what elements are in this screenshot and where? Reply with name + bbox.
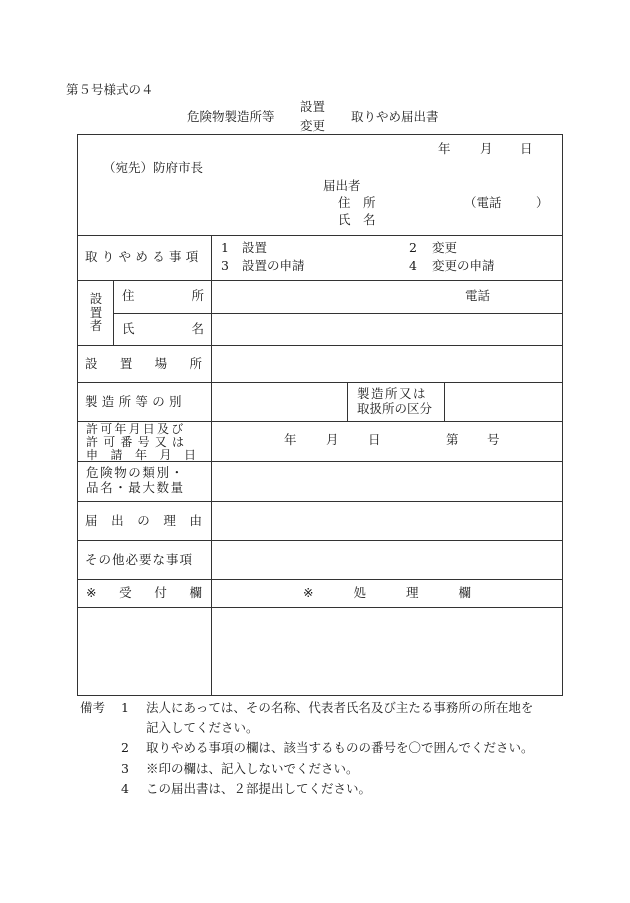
note-1-text: 法人にあっては、その名称、代表者氏名及び主たる事務所の所在地を bbox=[146, 700, 534, 715]
other-label: その他必要な事項 bbox=[85, 552, 194, 567]
divider bbox=[77, 579, 563, 580]
note-3-num: 3 bbox=[121, 761, 129, 776]
title-option-install: 設置 bbox=[300, 99, 326, 114]
header-date-year: 年 bbox=[438, 141, 451, 156]
withdraw-label: 取りやめる事項 bbox=[85, 249, 203, 264]
withdraw-option-3-text: 設置の申請 bbox=[242, 258, 305, 273]
title-prefix: 危険物製造所等 bbox=[187, 109, 275, 124]
header-date-day: 日 bbox=[520, 141, 533, 156]
installer-group-label: 設 置 者 bbox=[89, 291, 103, 333]
note-4-text: この届出書は、２部提出してください。 bbox=[146, 781, 372, 796]
withdraw-option-1-text: 設置 bbox=[242, 240, 268, 255]
divider bbox=[77, 345, 563, 346]
withdraw-option-4-num: 4 bbox=[409, 258, 417, 273]
form-number: 第５号様式の４ bbox=[66, 82, 154, 97]
note-4-num: 4 bbox=[121, 781, 129, 796]
note-1-continuation: 記入してください。 bbox=[146, 720, 259, 735]
classification-label-2: 取扱所の区分 bbox=[357, 401, 433, 416]
permit-label-3: 申請年月日 bbox=[86, 448, 209, 462]
withdraw-option-4-text: 変更の申請 bbox=[432, 258, 495, 273]
note-2-text: 取りやめる事項の欄は、該当するものの番号を〇で囲んでください。 bbox=[146, 740, 534, 755]
divider bbox=[77, 235, 563, 236]
withdraw-option-2-text: 変更 bbox=[432, 240, 458, 255]
column-divider bbox=[444, 382, 445, 421]
installer-name-label: 氏 名 bbox=[122, 321, 204, 336]
withdraw-option-2-num: 2 bbox=[409, 240, 417, 255]
permit-day: 日 bbox=[368, 432, 381, 447]
notifier-address-label: 住 所 bbox=[338, 195, 376, 210]
reception-label: ※ 受 付 欄 bbox=[86, 585, 202, 600]
note-2-num: 2 bbox=[121, 740, 129, 755]
permit-label-1: 許可年月日及び bbox=[86, 422, 186, 436]
permit-number-suffix: 号 bbox=[487, 432, 500, 447]
permit-label-2: 許可番号又は bbox=[86, 435, 190, 449]
divider bbox=[77, 280, 563, 281]
reason-label: 届 出 の 理 由 bbox=[85, 513, 202, 528]
installer-phone-label: 電話 bbox=[465, 288, 491, 303]
permit-month: 月 bbox=[326, 432, 339, 447]
divider bbox=[77, 382, 563, 383]
divider bbox=[77, 501, 563, 502]
withdraw-option-3-num: 3 bbox=[221, 258, 229, 273]
column-divider bbox=[347, 382, 348, 421]
header-date-month: 月 bbox=[480, 141, 493, 156]
column-divider bbox=[113, 280, 114, 345]
hazard-label-1: 危険物の類別・ bbox=[86, 465, 185, 480]
classification-label-1: 製造所又は bbox=[357, 386, 428, 401]
divider bbox=[113, 313, 563, 314]
permit-year: 年 bbox=[284, 432, 297, 447]
permit-number-prefix: 第 bbox=[446, 432, 459, 447]
column-divider bbox=[211, 235, 212, 696]
facility-type-label: 製造所等の別 bbox=[85, 394, 186, 409]
notes-label: 備考 bbox=[80, 700, 106, 715]
form-table bbox=[77, 134, 563, 696]
title-option-change: 変更 bbox=[300, 118, 326, 133]
addressee: （宛先）防府市長 bbox=[103, 160, 204, 175]
location-label: 設 置 場 所 bbox=[85, 356, 202, 371]
processing-label: ※ 処 理 欄 bbox=[303, 585, 471, 600]
title-suffix: 取りやめ届出書 bbox=[351, 109, 439, 124]
withdraw-option-1-num: 1 bbox=[221, 240, 229, 255]
notifier-name-label: 氏 名 bbox=[338, 212, 376, 227]
installer-address-label: 住 所 bbox=[122, 288, 204, 303]
divider bbox=[77, 607, 563, 608]
note-3-text: ※印の欄は、記入しないでください。 bbox=[146, 761, 359, 776]
note-1-num: 1 bbox=[121, 700, 129, 715]
notifier-phone-close: ） bbox=[536, 195, 549, 210]
notifier-label: 届出者 bbox=[323, 178, 361, 193]
hazard-label-2: 品名・最大数量 bbox=[86, 480, 185, 495]
notifier-phone-label: （電話 bbox=[464, 195, 502, 210]
divider bbox=[77, 540, 563, 541]
